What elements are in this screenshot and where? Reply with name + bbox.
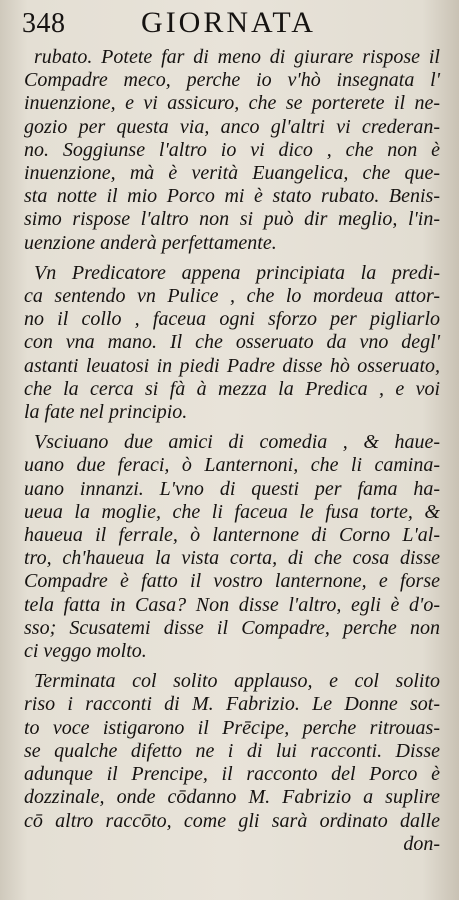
text-line: che la cerca si fà à mezza la Predica , e voi xyxy=(24,377,440,400)
paragraph-4 xyxy=(24,670,440,832)
text-line: tro, ch'haueua la vista corta, di che cosa disse xyxy=(24,547,440,570)
text-line: tela fatta in Casa? Non disse l'altro, egli è d'o- xyxy=(24,593,440,616)
text-line: uenzione anderà perfettamente. xyxy=(24,231,277,254)
text-line: no. Soggiunse l'altro io vi dico , che non è xyxy=(24,138,440,161)
text-line: sso; Scusatemi disse il Compadre, perche non xyxy=(24,616,440,639)
text-line: Compadre è fatto il vostro lanternone, e forse xyxy=(24,570,440,593)
text-line: Vsciuano due amici di comedia , & haue- xyxy=(34,431,440,454)
text-line: astanti leuatosi in piedi Padre disse hò osseruato, xyxy=(24,354,440,377)
text-line: simo rispose l'altro non si può dir meglio, l'in- xyxy=(24,208,440,231)
text-line: uano due feraci, ò Lanternoni, che li camina- xyxy=(24,454,440,477)
text-line: inuenzione, e vi assicuro, che se porterete il ne- xyxy=(24,92,440,115)
running-head: GIORNATA xyxy=(141,6,316,39)
catchword: don- xyxy=(403,832,440,855)
text-line: con vna mano. Il che osseruato da vno degl' xyxy=(24,331,440,354)
text-line: uano innanzi. L'vno di questi per fama ha- xyxy=(24,477,440,500)
text-line: sta notte il mio Porco mi è stato rubato. Benis- xyxy=(24,185,440,208)
text-line: to voce istigarono il Prēcipe, perche ritrouas- xyxy=(24,716,440,739)
text-line: Vn Predicatore appena principiata la predi- xyxy=(34,261,440,284)
paragraph-2 xyxy=(24,262,440,424)
text-line: gozio per questa via, anco gl'altri vi crederan- xyxy=(24,115,440,138)
page-header xyxy=(22,6,435,40)
text-line: haueua il ferrale, ò lanternone di Corno L'al- xyxy=(24,524,440,547)
text-line: la fate nel principio. xyxy=(24,401,188,424)
text-line: Compadre meco, perche io v'hò insegnata l' xyxy=(24,69,440,92)
text-line: ci veggo molto. xyxy=(24,640,147,663)
text-line: rubato. Potete far di meno di giurare rispose il xyxy=(34,46,440,68)
text-line: inuenzione, mà è verità Euangelica, che que- xyxy=(24,162,440,185)
text-line: Terminata col solito applauso, e col solito xyxy=(34,670,440,693)
paragraph-1 xyxy=(24,46,440,255)
text-line: no il collo , faceua ogni sforzo per pigliarlo xyxy=(24,308,440,331)
text-line: riso i racconti di M. Fabrizio. Le Donne sot- xyxy=(24,693,440,716)
text-line: cō altro raccōto, come gli sarà ordinato dalle xyxy=(24,809,440,832)
text-line: ueua la moglie, che li faceua le fusa torte, & xyxy=(24,500,440,523)
text-line: dozzinale, onde cōdanno M. Fabrizio a suplire xyxy=(24,786,440,809)
page-number: 348 xyxy=(22,8,66,39)
text-line: ca sentendo vn Pulice , che lo mordeua attor- xyxy=(24,285,440,308)
text-block xyxy=(24,46,440,856)
text-line: adunque il Prencipe, il racconto del Porco è xyxy=(24,763,440,786)
paragraph-3 xyxy=(24,431,440,663)
text-line: se qualche difetto ne i di lui racconti. Disse xyxy=(24,739,440,762)
